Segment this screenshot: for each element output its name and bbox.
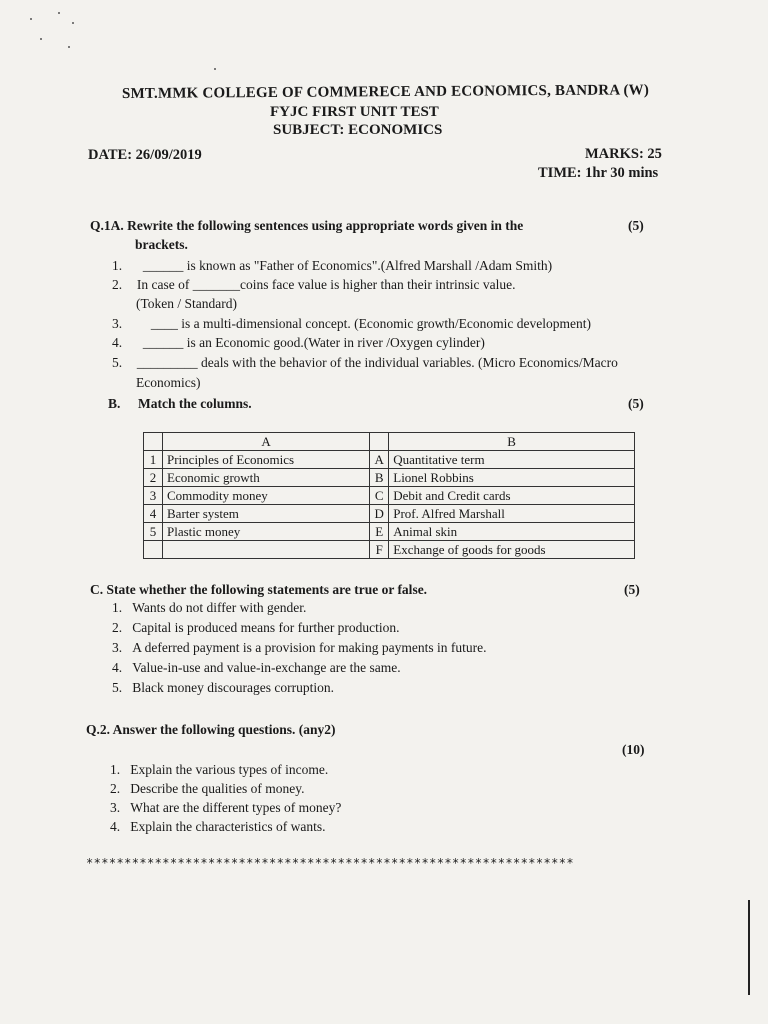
item-number: 1. (112, 600, 123, 615)
scan-speck (72, 22, 74, 24)
q1c-item-2 (112, 620, 400, 636)
column-b-cell: Animal skin (389, 523, 635, 541)
table-row (144, 523, 635, 541)
test-name: FYJC FIRST UNIT TEST (270, 104, 439, 120)
column-b-cell: Lionel Robbins (389, 469, 635, 487)
q1c-marks: (5) (624, 582, 640, 597)
scan-speck (68, 46, 70, 48)
q1a-item-3 (112, 316, 591, 332)
q1c-item-3 (112, 640, 487, 656)
column-b-header: B (389, 433, 635, 451)
q1b-label: B. (108, 396, 121, 411)
q2-item-4 (110, 819, 326, 835)
q2-title: Q.2. Answer the following questions. (any2) (86, 722, 336, 737)
row-letter: C (370, 487, 389, 505)
item-number: 1. (110, 762, 121, 777)
q1c-item-1 (112, 600, 306, 616)
q1a-item-2 (112, 277, 516, 293)
item-number: 4. (112, 660, 123, 675)
q1a-item-2-cont: (Token / Standard) (136, 296, 238, 311)
fill-blank: ____ (150, 316, 178, 331)
q1a-item-1 (112, 258, 552, 274)
column-b-cell: Prof. Alfred Marshall (389, 505, 635, 523)
row-letter: B (370, 469, 389, 487)
fill-blank: _______ (192, 277, 240, 292)
subject-name: SUBJECT: ECONOMICS (273, 122, 443, 138)
row-number: 2 (144, 469, 163, 487)
table-row (144, 487, 635, 505)
fill-blank: ______ (142, 258, 184, 273)
exam-date: DATE: 26/09/2019 (88, 147, 202, 163)
table-header-row (144, 433, 635, 451)
column-a-cell: Economic growth (163, 469, 370, 487)
table-cell (370, 433, 389, 451)
q2-marks: (10) (622, 742, 645, 757)
exam-time: TIME: 1hr 30 mins (538, 165, 659, 181)
item-text: What are the different types of money? (130, 800, 342, 815)
q1c-title: C. State whether the following statements are true or false. (90, 582, 428, 597)
q1c-item-5 (112, 680, 334, 696)
item-text: Explain the characteristics of wants. (130, 819, 326, 834)
item-text: Explain the various types of income. (130, 762, 329, 777)
item-text: Capital is produced means for further production. (132, 620, 400, 635)
q1a-title-cont: brackets. (135, 237, 188, 252)
row-letter: E (370, 523, 389, 541)
item-text: Black money discourages corruption. (132, 680, 334, 695)
q2-item-1 (110, 762, 328, 778)
scan-speck (214, 68, 216, 70)
fill-blank: _________ (136, 355, 198, 370)
item-number: 5. (112, 355, 123, 370)
row-letter: D (370, 505, 389, 523)
item-number: 2. (112, 277, 123, 292)
scan-speck (58, 12, 60, 14)
item-number: 1. (112, 258, 123, 273)
column-a-cell: Plastic money (163, 523, 370, 541)
item-prefix: In case of (136, 277, 190, 292)
q1b-title: Match the columns. (138, 396, 252, 411)
item-number: 2. (110, 781, 121, 796)
column-a-cell: Commodity money (163, 487, 370, 505)
row-number (144, 541, 163, 559)
q1a-item-5-cont: Economics) (136, 375, 201, 390)
column-a-cell: Principles of Economics (163, 451, 370, 469)
row-number: 4 (144, 505, 163, 523)
item-text: is an Economic good.(Water in river /Oxygen cylinder) (183, 335, 485, 350)
q2-item-3 (110, 800, 341, 816)
column-a-cell (163, 541, 370, 559)
row-letter: A (370, 451, 389, 469)
item-text: Value-in-use and value-in-exchange are the same. (132, 660, 401, 675)
column-a-cell: Barter system (163, 505, 370, 523)
match-table (143, 432, 635, 559)
row-number: 1 (144, 451, 163, 469)
table-row (144, 451, 635, 469)
table-row (144, 469, 635, 487)
item-text: Describe the qualities of money. (130, 781, 305, 796)
item-number: 4. (112, 335, 123, 350)
scan-edge-mark (748, 900, 750, 995)
item-number: 5. (112, 680, 123, 695)
q1a-item-4 (112, 335, 485, 351)
q1a-title: Q.1A. Rewrite the following sentences using appropriate words given in the (90, 218, 524, 233)
table-row (144, 541, 635, 559)
scan-speck (40, 38, 42, 40)
total-marks: MARKS: 25 (585, 146, 662, 162)
q2-item-2 (110, 781, 304, 797)
q1a-item-5 (112, 355, 618, 371)
column-b-cell: Quantitative term (389, 451, 635, 469)
row-number: 5 (144, 523, 163, 541)
q1c-item-4 (112, 660, 401, 676)
item-number: 3. (112, 316, 123, 331)
column-b-cell: Debit and Credit cards (389, 487, 635, 505)
row-number: 3 (144, 487, 163, 505)
item-text: deals with the behavior of the individual variables. (Micro Economics/Macro (197, 355, 618, 370)
q1a-marks: (5) (628, 218, 644, 233)
table-row (144, 505, 635, 523)
item-number: 2. (112, 620, 123, 635)
item-text: A deferred payment is a provision for making payments in future. (132, 640, 487, 655)
column-b-cell: Exchange of goods for goods (389, 541, 635, 559)
table-cell (144, 433, 163, 451)
scan-speck (30, 18, 32, 20)
item-text: Wants do not differ with gender. (132, 600, 307, 615)
footer-stars: **************************************************************** (86, 856, 574, 870)
fill-blank: ______ (142, 335, 184, 350)
row-letter: F (370, 541, 389, 559)
column-a-header: A (163, 433, 370, 451)
item-number: 3. (110, 800, 121, 815)
item-number: 3. (112, 640, 123, 655)
college-name: SMT.MMK COLLEGE OF COMMERECE AND ECONOMICS, BANDRA (W) (121, 82, 650, 102)
item-number: 4. (110, 819, 121, 834)
item-text: is known as "Father of Economics".(Alfred Marshall /Adam Smith) (183, 258, 553, 273)
item-text: is a multi-dimensional concept. (Economic growth/Economic development) (177, 316, 592, 331)
item-text: coins face value is higher than their intrinsic value. (239, 277, 516, 292)
q1b-marks: (5) (628, 396, 644, 411)
